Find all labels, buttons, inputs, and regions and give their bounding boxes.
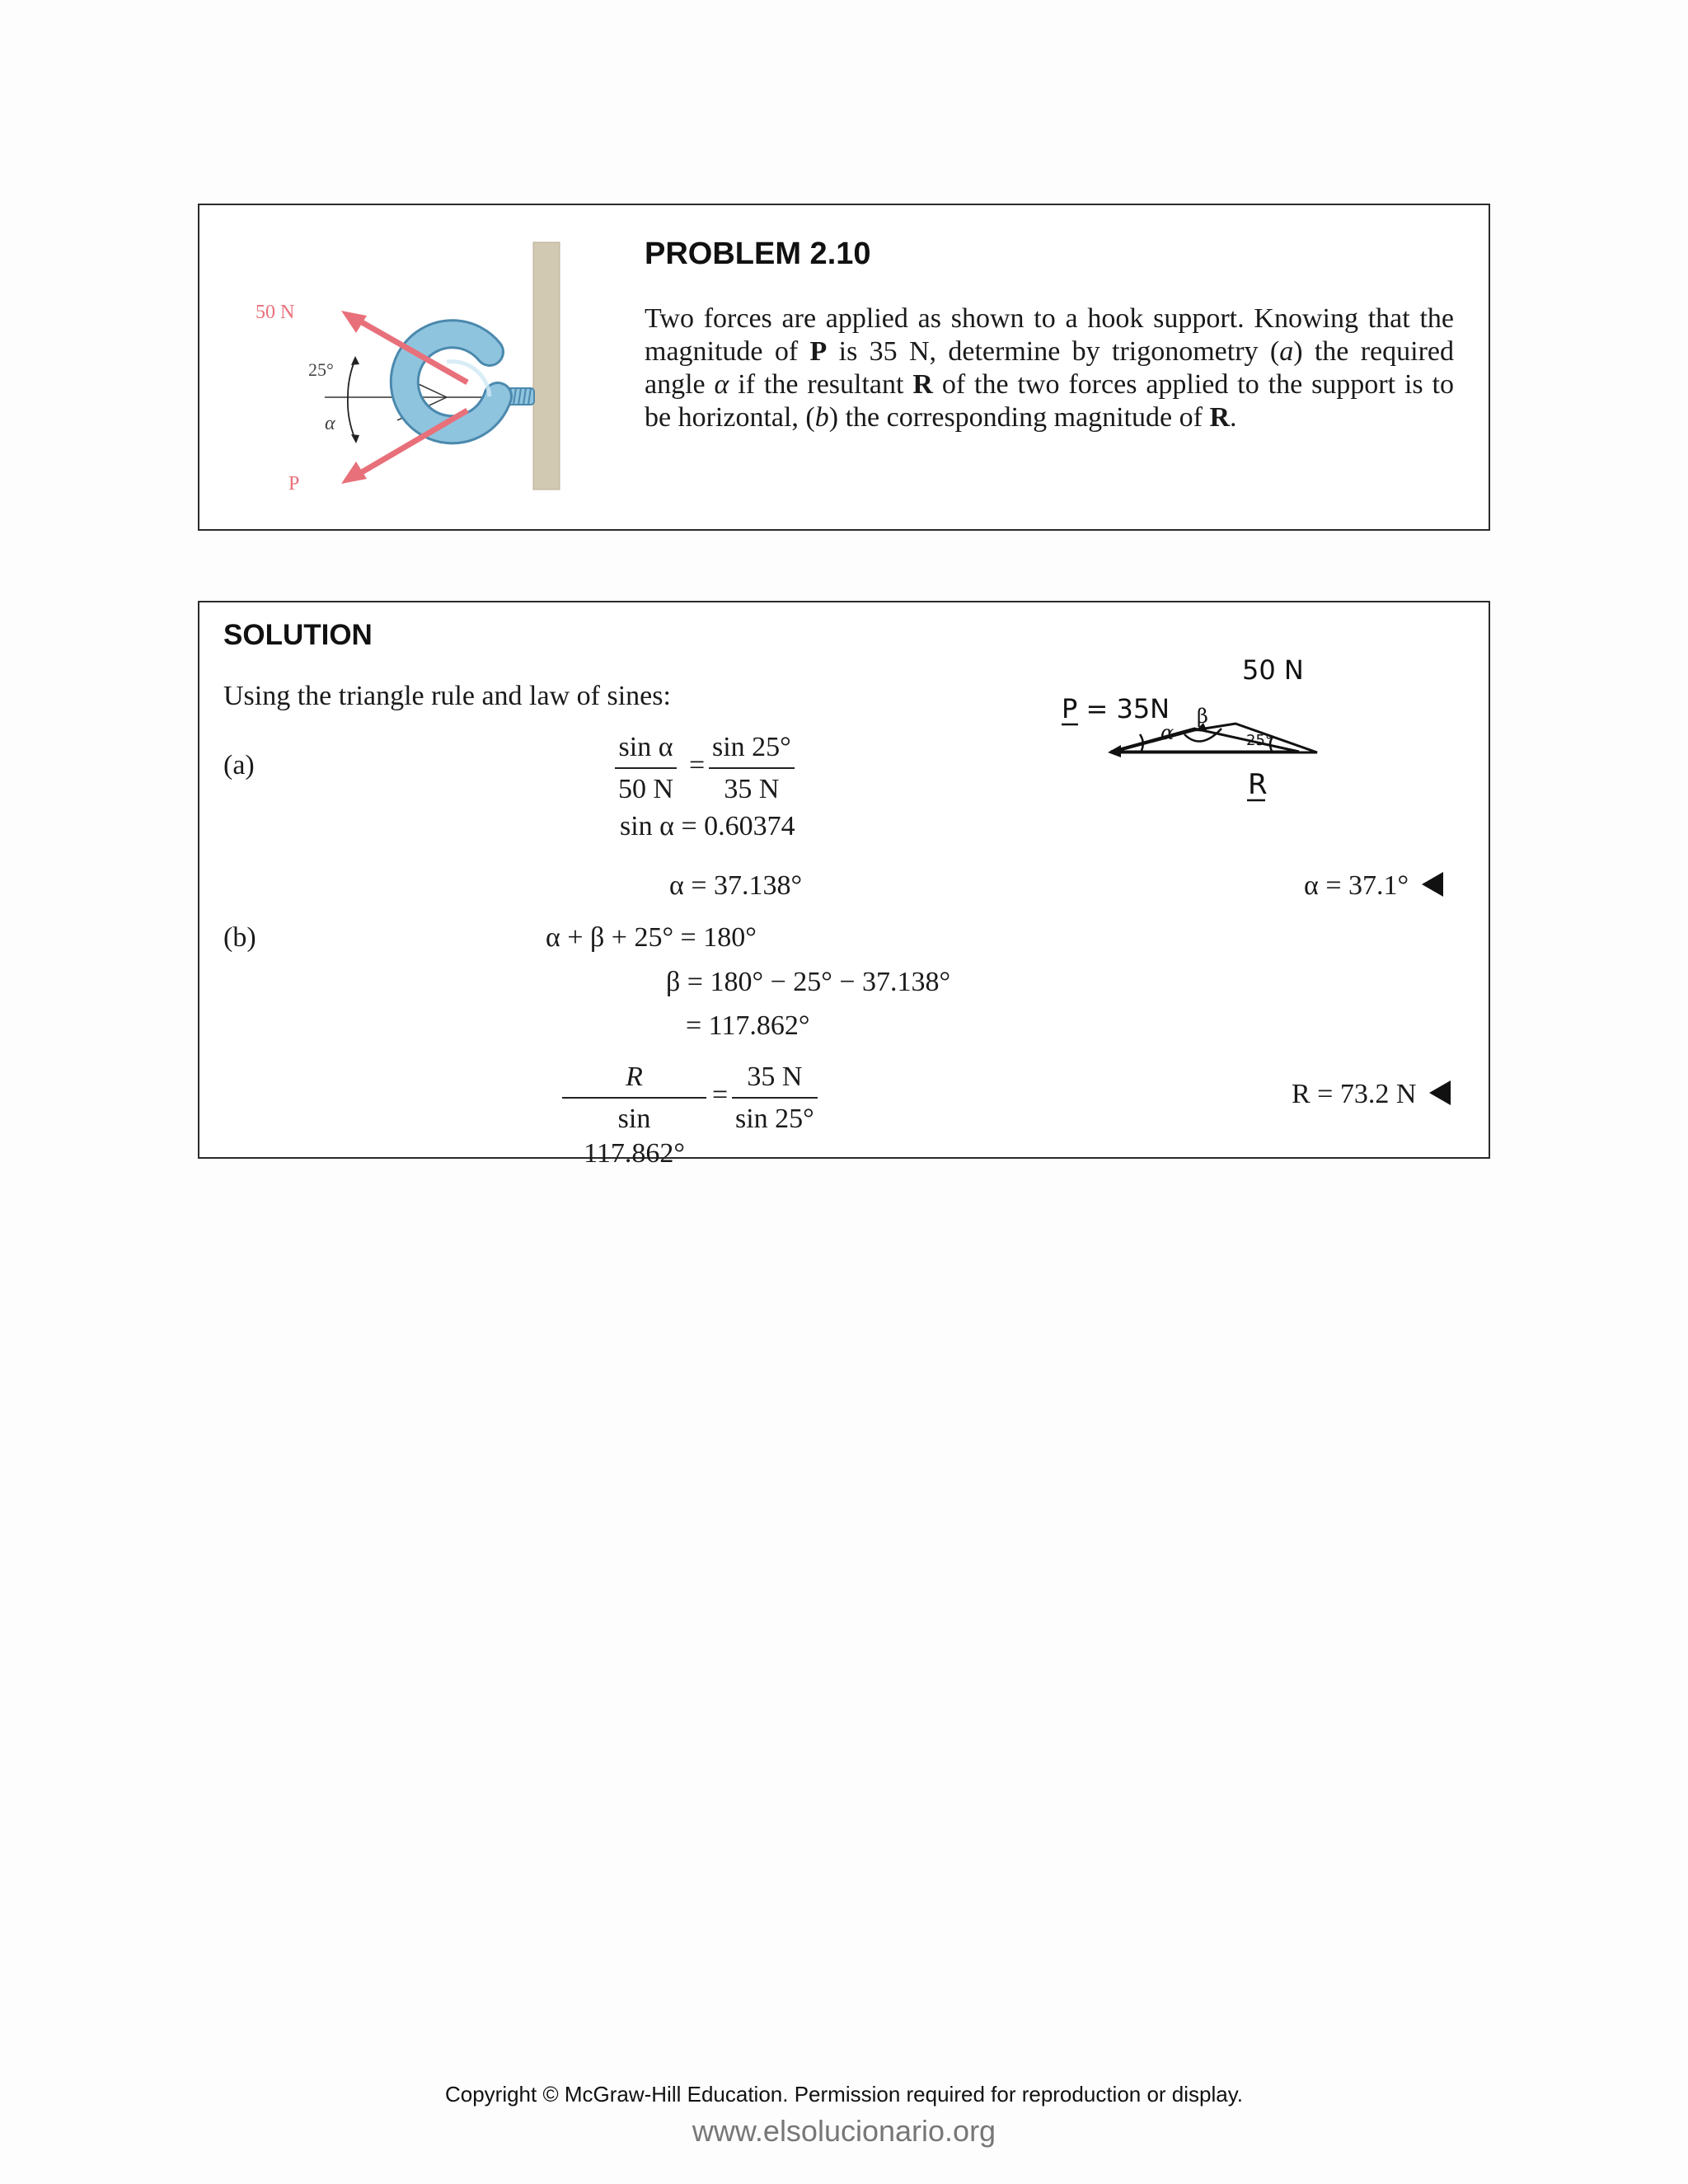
angle-alpha-label: α — [325, 413, 335, 434]
copyright-notice: Copyright © McGraw-Hill Education. Permission required for reproduction or display. — [444, 2082, 1244, 2107]
solution-box — [198, 601, 1490, 1169]
force-50n-label: 50 N — [256, 302, 295, 323]
website-link[interactable]: www.elsolucionario.org — [692, 2114, 996, 2148]
eq1-right-fraction: $\frac{\sin 25^\circ}{35 N}$ — [709, 730, 795, 807]
sketch-25-label: 25° — [1246, 732, 1273, 749]
sketch-r-label: R — [1248, 768, 1268, 801]
force-p-label: P — [288, 473, 300, 494]
eq3: α = 37.138° — [669, 870, 803, 901]
sketch-alpha-label: α — [1160, 721, 1175, 744]
wall-support — [533, 242, 560, 490]
arc-arrowhead-bottom — [351, 434, 359, 443]
force-triangle-sketch — [1057, 652, 1452, 808]
eq5: β = 180° − 25° − 37.138° — [666, 967, 951, 997]
problem-box — [198, 204, 1490, 531]
eq7-equals: = — [712, 1080, 729, 1110]
sketch-arrow-left — [1108, 745, 1121, 757]
eq6: = 117.862° — [686, 1010, 810, 1041]
eq2: sin α = 0.60374 — [620, 811, 795, 841]
eq1-equals: = — [689, 750, 706, 780]
sketch-p-label: P = 35N — [1062, 693, 1170, 724]
solution-title: SOLUTION — [223, 619, 373, 651]
sketch-50n-label: 50 N — [1242, 654, 1304, 686]
eq7-right-fraction: $\frac{35 N}{\sin 25^\circ}$ — [732, 1060, 818, 1137]
solution-intro: Using the triangle rule and law of sines: — [223, 681, 671, 711]
problem-statement: Two forces are applied as shown to a hook support. Knowing that the magnitude of P is 35 N, determine by trigonometry (a) the required angle α if the resultant R of the two forces applied to the support is to be horizontal, (b) the corresponding magnitude of R. — [645, 303, 1454, 433]
hook-support-figure — [249, 238, 595, 510]
force-50n-arrowhead — [341, 311, 367, 333]
angle-arc-alpha — [348, 397, 355, 439]
answer-a: α = 37.1° — [1304, 869, 1443, 902]
eq4: α + β + 25° = 180° — [546, 922, 757, 953]
answer-b: R = 73.2 N — [1292, 1078, 1451, 1111]
answer-marker-icon — [1429, 1080, 1451, 1105]
angle-25-label: 25° — [308, 359, 334, 380]
sketch-beta-label: β — [1197, 705, 1208, 728]
arc-arrowhead-top — [351, 356, 359, 365]
part-a-label: (a) — [223, 750, 255, 780]
force-p-arrowhead — [341, 462, 367, 484]
problem-title: PROBLEM 2.10 — [645, 237, 871, 271]
eq7-left-fraction: $\frac{R}{\sin 117.862^\circ}$ — [562, 1060, 706, 1171]
answer-marker-icon — [1422, 872, 1443, 897]
part-b-label: (b) — [223, 922, 256, 953]
eq1-left-fraction: $\frac{\text{sin α}}{50 N}$ — [615, 730, 677, 807]
